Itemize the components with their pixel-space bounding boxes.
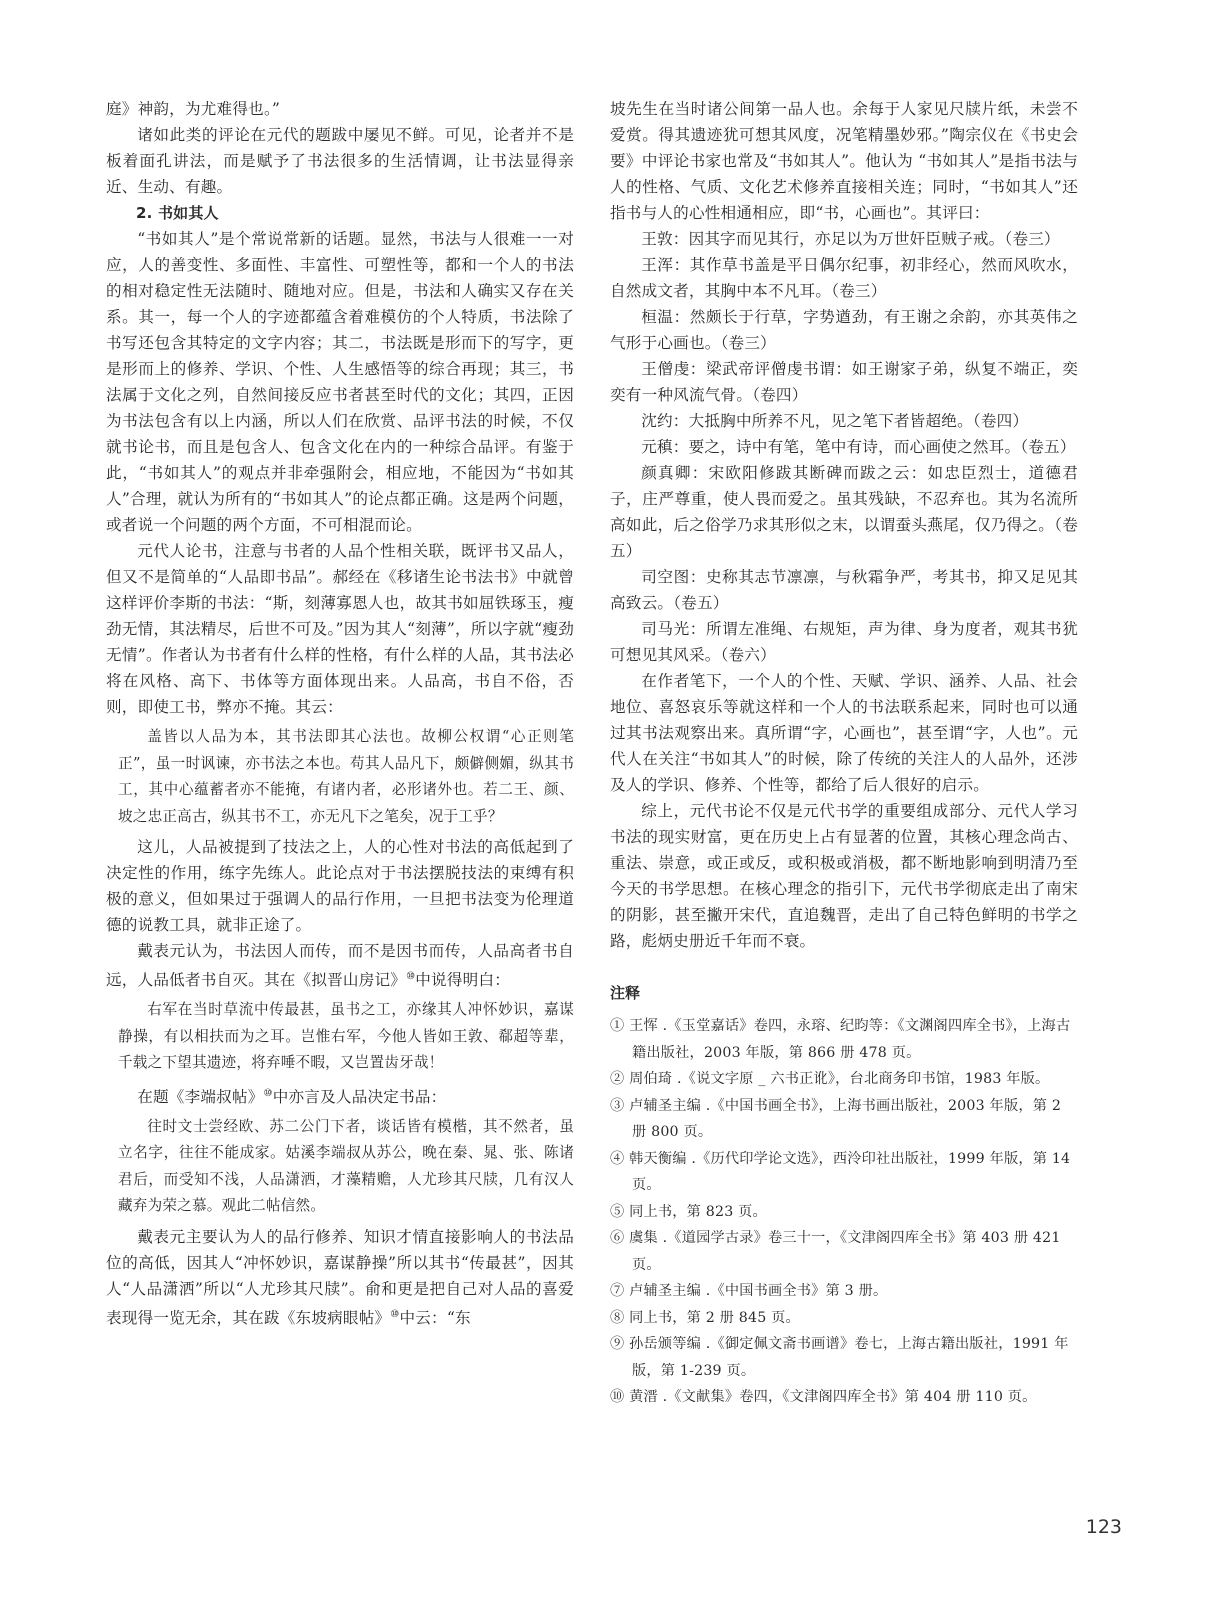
note-item: ④ 韩天衡编 .《历代印学论文选》，西泠印社出版社，1999 年版，第 14 页。	[610, 1150, 1071, 1193]
paragraph-text: 戴表元认为，书法因人而传，而不是因书而传，人品高者书自远，人品低者书自灭。其在《拟晋山房记》	[106, 942, 574, 990]
block-quote	[106, 724, 574, 830]
paragraph-text: 中云：“东	[399, 1309, 471, 1328]
paragraph-text: 在题《李端叔帖》	[137, 1087, 264, 1106]
footnote-marker: ⑩	[406, 971, 416, 982]
notes-list	[610, 1013, 1078, 1411]
citation-entry: 王敦：因其字而见其行，亦足以为万世奸臣贼子戒。（卷三）	[641, 230, 1060, 248]
quote-text: 右军在当时草流中传最甚，虽书之工，亦缘其人冲怀妙识，嘉谋静操，有以相扶而为之耳。岂惟右军，今他人皆如王敦、郗超等辈，千载之下望其遗迹，将弃唾不暇，又岂置齿牙哉！	[118, 1001, 574, 1072]
right-column	[610, 96, 1078, 1411]
paragraph: 元代人论书，注意与书者的人品个性相关联，既评书又品人，但又不是简单的“人品即书品”。郝经在《移诸生论书法书》中就曾这样评价李斯的书法：“斯，刻薄寡恩人也，故其书如屈铁琢玉，瘦劲无情，其法精尽，后世不可及。”因为其人“刻薄”，所以字就“瘦劲无情”。作者认为书者有什么样的性格，有什么样的人品，其书法必将在风格、高下、书体等方面体现出来。人品高，书自不俗，否则，即使工书，弊亦不掩。其云：	[106, 542, 574, 716]
paragraph: 在作者笔下，一个人的个性、天赋、学识、涵养、人品、社会地位、喜怒哀乐等就这样和一个人的书法联系起来，同时也可以通过其书法观察出来。真所谓“字，心画也”，甚至谓“字，人也”。元代人在关注“书如其人”的时候，除了传统的关注人的人品外，还涉及人的学识、修养、个性等，都给了后人很好的启示。	[610, 672, 1078, 794]
note-item: ② 周伯琦 .《说文字原 _ 六书正讹》，台北商务印书馆，1983 年版。	[610, 1071, 1050, 1087]
note-item: ⑤ 同上书，第 823 页。	[610, 1203, 767, 1220]
footnote-marker: ⑩	[263, 1087, 273, 1099]
paragraph	[106, 938, 574, 993]
citation-entry: 司空图：史称其志节凛凛，与秋霜争严，考其书，抑又足见其高致云。（卷五）	[610, 568, 1078, 612]
paragraph: “书如其人”是个常说常新的话题。显然，书法与人很难一一对应，人的善变性、多面性、丰富性、可塑性等，都和一个人的书法的相对稳定性无法随时、随地对应。但是，书法和人确实又存在关系。其一，每一个人的字迹都蕴含着难模仿的个人特质，书法除了书写还包含其特定的文字内容；其二，书法既是形而下的写字，更是形而上的修养、学识、个性、人生感悟等的综合再现；其三，书法属于文化之列，自然间接反应书者甚至时代的文化；其四，正因为书法包含有以上内涵，所以人们在欣赏、品评书法的时候，不仅就书论书，而且是包含人、包含文化在内的一种综合品评。有鉴于此，“书如其人”的观点并非牵强附会，相应地，不能因为“书如其人”合理，就认为所有的“书如其人”的论点都正确。这是两个问题，或者说一个问题的两个方面，不可相混而论。	[106, 230, 574, 534]
section-subheading: 2. 书如其人	[136, 204, 219, 222]
citation-entry: 王僧虔：梁武帝评僧虔书谓：如王谢家子弟，纵复不端正，奕奕有一种风流气骨。（卷四）	[610, 360, 1078, 404]
paragraph-text: 中亦言及人品决定书品：	[272, 1087, 447, 1106]
note-item: ⑦ 卢辅圣主编 .《中国书画全书》第 3 册。	[610, 1283, 888, 1299]
paragraph: 诸如此类的评论在元代的题跋中屡见不鲜。可见，论者并不是板着面孔讲法，而是赋予了书法很多的生活情调，让书法显得亲近、生动、有趣。	[106, 126, 574, 196]
paragraph: 坡先生在当时诸公间第一品人也。余每于人家见尺牍片纸，未尝不爱赏。得其遗迹犹可想其风度，况笔精墨妙邪。”陶宗仪在《书史会要》中评论书家也常及“书如其人”。他认为 “书如其人”是指书法与人的性格、气质、文化艺术修养直接相关连；同时，“书如其人”还指书与人的心性相通相应，即“书，心画也”。其评曰：	[610, 100, 1078, 222]
note-item: ⑨ 孙岳颁等编 .《御定佩文斋书画谱》卷七，上海古籍出版社，1991 年版，第 1-239 页。	[610, 1336, 1069, 1379]
paragraph	[106, 1081, 574, 1110]
note-item: ⑧ 同上书，第 2 册 845 页。	[610, 1309, 800, 1326]
left-column	[106, 96, 574, 1331]
quote-text: 盖皆以人品为本，其书法即其心法也。故柳公权谓“心正则笔正”，虽一时讽谏，亦书法之本也。苟其人品凡下，颇僻侧媚，纵其书工，其中心蕴蓄者亦不能掩，有诸内者，必形诸外也。若二王、颜、坡之忠正高古，纵其书不工，亦无凡下之笔矣，况于工乎？	[118, 728, 574, 825]
note-item: ③ 卢辅圣主编 .《中国书画全书》，上海书画出版社，2003 年版，第 2 册 800 页。	[610, 1097, 1062, 1140]
notes-heading: 注释	[610, 984, 641, 1002]
paragraph-text: 中说得明白：	[415, 971, 511, 990]
paragraph: 综上，元代书论不仅是元代书学的重要组成部分、元代人学习书法的现实财富，更在历史上占有显著的位置，其核心理念尚古、重法、崇意，或正或反，或积极或消极，都不断地影响到明清乃至今天的书学思想。在核心理念的指引下，元代书学彻底走出了南宋的阴影，甚至撇开宋代，直追魏晋，走出了自己特色鲜明的书学之路，彪炳史册近千年而不衰。	[610, 802, 1078, 950]
citation-entry: 沈约：大抵胸中所养不凡，见之笔下者皆超绝。（卷四）	[641, 412, 1029, 430]
paragraph	[106, 1224, 574, 1331]
block-quote	[106, 1114, 574, 1220]
citation-entry: 桓温：然颇长于行草，字势遒劲，有王谢之余韵，亦其英伟之气形于心画也。（卷三）	[610, 308, 1078, 352]
quote-text: 往时文士尝经欧、苏二公门下者，谈话皆有模楷，其不然者，虽立名字，往往不能成家。姑溪李端叔从苏公，晚在秦、晁、张、陈诸君后，而受知不浅，人品潇洒，才藻精赡，人尤珍其尺牍，几有汉人藏弃为荣之慕。观此二帖信然。	[118, 1117, 574, 1215]
paragraph-text: 戴表元主要认为人的品行修养、知识才情直接影响人的书法品位的高低，因其人“冲怀妙识，嘉谋静操”所以其书“传最甚”，因其人“人品潇洒”所以“人尤珍其尺牍”。俞和更是把自己对人品的喜爱表现得一览无余，其在跋《东坡病眼帖》	[106, 1227, 574, 1328]
note-item: ⑥ 虞集 .《道园学古录》卷三十一，《文津阁四库全书》第 403 册 421 页。	[610, 1230, 1061, 1273]
block-quote	[106, 997, 574, 1077]
citation-entry: 司马光：所谓左准绳、右规矩，声为律、身为度者，观其书犹可想见其风采。（卷六）	[610, 620, 1078, 664]
paragraph: 这儿，人品被提到了技法之上，人的心性对书法的高低起到了决定性的作用，练字先练人。此论点对于书法摆脱技法的束缚有积极的意义，但如果过于强调人的品行作用，一旦把书法变为伦理道德的说教工具，就非正途了。	[106, 838, 574, 934]
footnote-marker: ⑩	[390, 1308, 400, 1320]
note-item: ① 王恽 .《玉堂嘉话》卷四，永瑢、纪昀等：《文渊阁四库全书》，上海古籍出版社，2003 年版，第 866 册 478 页。	[610, 1018, 1071, 1061]
citation-entry: 王浑：其作草书盖是平日偶尔纪事，初非经心，然而风吹水，自然成文者，其胸中本不凡耳。（卷三）	[610, 256, 1078, 300]
citation-entry: 颜真卿：宋欧阳修跋其断碑而跋之云：如忠臣烈士，道德君子，庄严尊重，使人畏而爱之。虽其残缺，不忍弃也。其为名流所高如此，后之俗学乃求其形似之末，以谓蚕头燕尾，仅乃得之。（卷五）	[610, 464, 1078, 560]
note-item: ⑩ 黄溍 .《文献集》卷四，《文津阁四库全书》第 404 册 110 页。	[610, 1389, 1037, 1405]
page-number: 123	[1085, 1516, 1122, 1538]
citation-entry: 元稹：要之，诗中有笔，笔中有诗，而心画使之然耳。（卷五）	[641, 438, 1076, 456]
paragraph: 庭》神韵，为尤难得也。”	[106, 100, 281, 118]
